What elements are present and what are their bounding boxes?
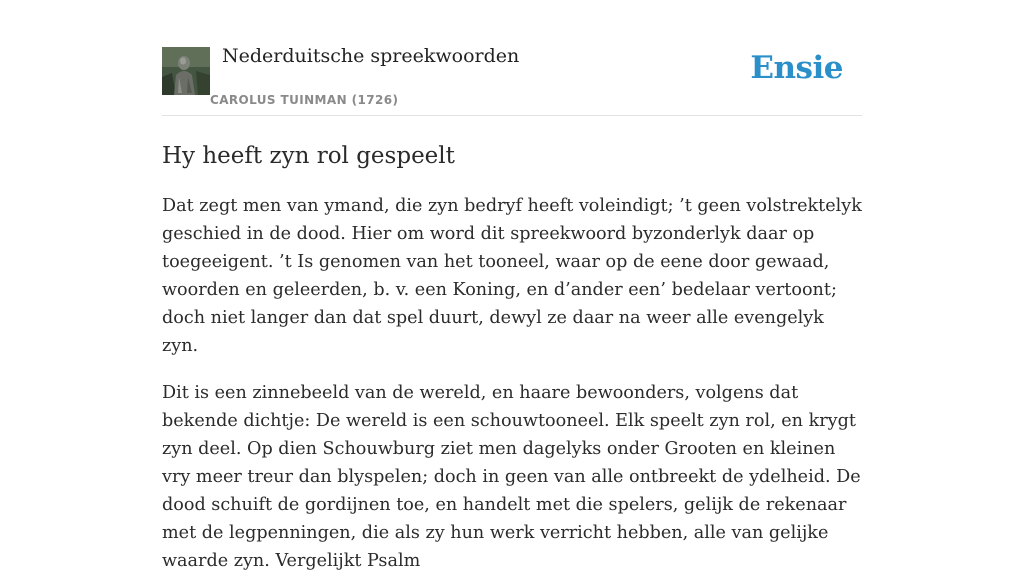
author-label[interactable]: CAROLUS TUINMAN (1726) [210,93,399,107]
entry-title: Hy heeft zyn rol gespeelt [162,143,455,169]
entry-paragraph: Dat zegt men van ymand, die zyn bedryf heeft voleindigt; ’t geen volstrektelyk geschied in de dood. Hier om word dit spreekwoord byzonderlyk daar op toegeeigent. ’t Is genomen van het tooneel, waar op de eene door gewaad, woorden en geleerden, b. v. een Koning, en d’ander een’ bedelaar vertoont; doch niet langer dan dat spel duurt, dewyl ze daar na weer alle evengelyk zyn. [162,196,862,356]
source-title[interactable]: Nederduitsche spreekwoorden [222,45,520,67]
avatar[interactable] [162,47,210,95]
statue-portrait-icon [162,47,210,95]
ensie-logo[interactable]: Ensie [750,50,843,86]
source-header [162,0,862,116]
entry-paragraph: Dit is een zinnebeeld van de wereld, en haare bewoonders, volgens dat bekende dichtje: De wereld is een schouwtooneel. Elk speelt zyn rol, en krygt zyn deel. Op dien Schouwburg ziet men dagelyks onder Grooten en kleinen vry meer treur dan blyspelen; doch in geen van alle ontbreekt de ydelheid. De dood schuift de gordijnen toe, en handelt met die spelers, gelijk de rekenaar met de legpenningen, die als zy hun werk verricht hebben, alle van gelijke waarde zyn. Vergelijkt Psalm [162,383,861,571]
article-container [162,0,862,575]
